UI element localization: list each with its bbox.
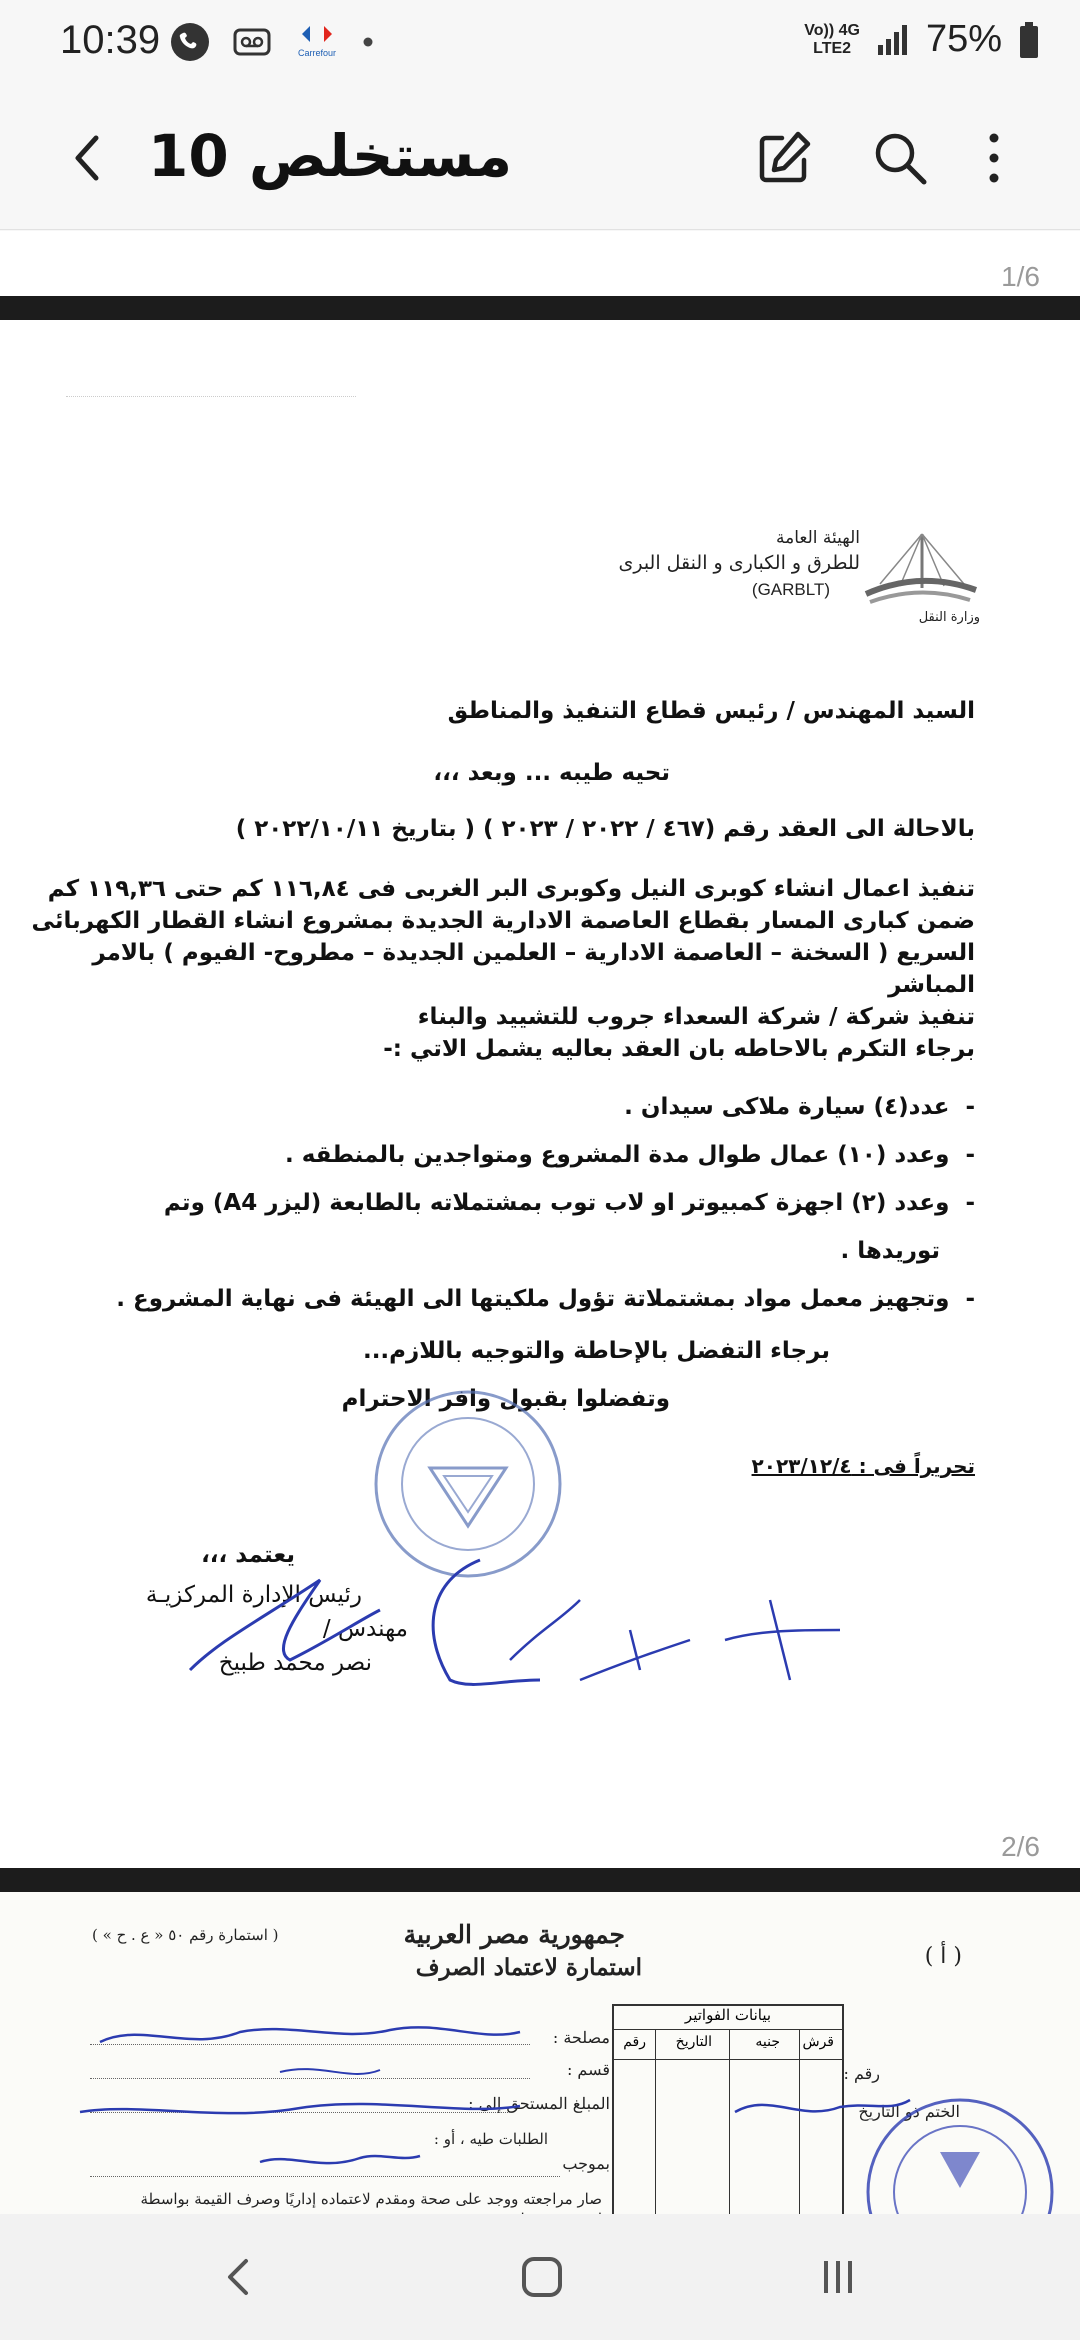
maslaha-label: مصلحة : [552, 2028, 610, 2047]
navigation-bar [0, 2214, 1080, 2340]
form-number: ( استمارة رقم ٥٠ « ع . ح » ) [92, 1926, 279, 1944]
item-text: وعدد (٢) اجهزة كمبيوتر او لاب توب بمشتملاته بالطابعة (ليزر A4) وتم [163, 1190, 950, 1216]
subject-line-2: ضمن كبارى المسار بقطاع العاصمة الادارية الجديدة بمشروع انشاء القطار الكهربائى [31, 908, 975, 934]
col-qirsh: قرش [802, 2034, 834, 2050]
ministry-label: وزارة النقل [918, 610, 980, 625]
request-line: برجاء التكرم بالاحاطه بان العقد بعاليه يشمل الاتي :- [383, 1036, 975, 1062]
document-title: مستخلص 10 [148, 122, 513, 190]
page-1 [0, 320, 1080, 1900]
form-title: استمارة لاعتماد الصرف [415, 1954, 642, 1981]
page-separator [0, 1868, 1080, 1892]
signatory-title: رئيس الإدارة المركزيـة [145, 1582, 362, 1608]
signal-icon [876, 23, 910, 57]
voicemail-icon [232, 22, 272, 62]
nav-home-icon[interactable] [512, 2247, 572, 2307]
scan-marks [66, 396, 356, 406]
item-text: عدد(٤) سيارة ملاكى سيدان . [624, 1094, 950, 1120]
list-item: - عدد(٤) سيارة ملاكى سيدان . [624, 1094, 975, 1120]
org-line-1: الهيئة العامة [775, 528, 860, 548]
app-bar [0, 88, 1080, 230]
org-line-2: للطرق و الكبارى و النقل البرى [618, 552, 860, 574]
pdf-viewer[interactable] [0, 231, 1080, 2214]
dot-icon [362, 36, 374, 48]
signatory-name: نصر محمد طبيخ [218, 1650, 372, 1676]
handwritten-signatures [180, 1520, 860, 1700]
system-icons [804, 18, 1040, 61]
nav-back-icon[interactable] [210, 2247, 270, 2307]
notification-icons [170, 22, 374, 62]
approve-label: يعتمد ،،، [201, 1542, 295, 1568]
garblt-logo [860, 528, 980, 618]
subject-line-4: المباشر [888, 972, 975, 998]
garblt-header [620, 528, 980, 628]
battery-percent: 75% [925, 18, 1002, 60]
page-indicator-1: 1/6 [1001, 261, 1040, 292]
carrefour-text: Carrefour [297, 48, 337, 58]
handwritten-entries [80, 2012, 1080, 2192]
org-line-3: (GARBLT) [751, 580, 830, 599]
list-item: - وعدد (٢) اجهزة كمبيوتر او لاب توب بمشتملاته بالطابعة (ليزر A4) وتم [163, 1190, 975, 1216]
addressee: السيد المهندس / رئيس قطاع التنفيذ والمناطق [447, 698, 975, 724]
network-line-2: LTE2 [813, 39, 852, 57]
review-text: صار مراجعته ووجد على صحة ومقدم لاعتماده إداريًا وصرف القيمة بواسطة [140, 2190, 602, 2208]
page-separator [0, 296, 1080, 320]
col-date: التاريخ [675, 2034, 712, 2050]
contract-reference: بالاحالة الى العقد رقم (٤٦٧ / ٢٠٢٢ / ٢٠٢٣ ) ( بتاريخ ٢٠٢٢/١٠/١١ ) [235, 816, 975, 842]
invoice-table-title: بيانات الفواتير [614, 2006, 842, 2030]
col-number: رقم [623, 2034, 646, 2050]
stamp-date-label: الختم ذو التاريخ [858, 2102, 960, 2121]
battery-icon [1018, 21, 1040, 59]
closing-line-2: وتفضلوا بقبول وافر الاحترام [341, 1386, 670, 1412]
greeting: تحيه طيبه ... وبعد ،،، [433, 760, 670, 786]
list-item: - وتجهيز معمل مواد بمشتملاتة تؤول ملكيتها الى الهيئة فى نهاية المشروع . [116, 1286, 975, 1312]
bemujab-label: بموجب [562, 2154, 610, 2173]
search-icon[interactable] [868, 126, 932, 190]
carrefour-app-icon [294, 22, 340, 62]
status-bar [0, 0, 1080, 88]
subject-line-1: تنفيذ اعمال انشاء كوبرى النيل وكوبرى البر الغربى فى ١١٦,٨٤ كم حتى ١١٩,٣٦ كم [47, 876, 975, 902]
more-options-icon[interactable] [962, 126, 1026, 190]
network-line-1: Vo)) 4G [804, 21, 860, 39]
closing-line-1: برجاء التفضل بالإحاطة والتوجيه باللازم... [362, 1338, 830, 1364]
signatory-eng: مهندس / [322, 1616, 408, 1642]
phone-call-icon [170, 22, 210, 62]
clock: 10:39 [60, 18, 161, 62]
payee-label: المبلغ المستحق إلى : [468, 2094, 610, 2113]
back-icon[interactable] [60, 128, 120, 188]
item-text: وتجهيز معمل مواد بمشتملاتة تؤول ملكيتها الى الهيئة فى نهاية المشروع . [116, 1286, 950, 1312]
network-indicator [804, 22, 860, 58]
edit-icon[interactable] [752, 126, 816, 190]
requests-label: الطلبات طيه ، أو : [433, 2130, 548, 2148]
list-item-continuation: توريدها . [840, 1238, 940, 1264]
contractor-line: تنفيذ شركة / شركة السعداء جروب للتشييد والبناء [417, 1004, 975, 1030]
col-pound: جنيه [755, 2034, 780, 2050]
nav-recents-icon[interactable] [808, 2247, 868, 2307]
page-2 [0, 1892, 1080, 2222]
subject-line-3: السريع ( السخنة – العاصمة الادارية – العلمين الجديدة – مطروح- الفيوم ) بالامر [92, 940, 975, 966]
date-line: تحريراً فى : ٢٠٢٣/١٢/٤ [751, 1454, 975, 1478]
list-item: - وعدد (١٠) عمال طوال مدة المشروع ومتواجدين بالمنطقه . [284, 1142, 975, 1168]
form-mark: ( أ ) [924, 1944, 962, 1969]
qism-label: قسم : [566, 2060, 610, 2079]
item-text: وعدد (١٠) عمال طوال مدة المشروع ومتواجدين بالمنطقه . [284, 1142, 950, 1168]
page-indicator-2: 2/6 [1001, 1831, 1040, 1862]
raqm-label: رقم : [843, 2064, 880, 2083]
form-country: جمهورية مصر العربية [403, 1920, 625, 1949]
